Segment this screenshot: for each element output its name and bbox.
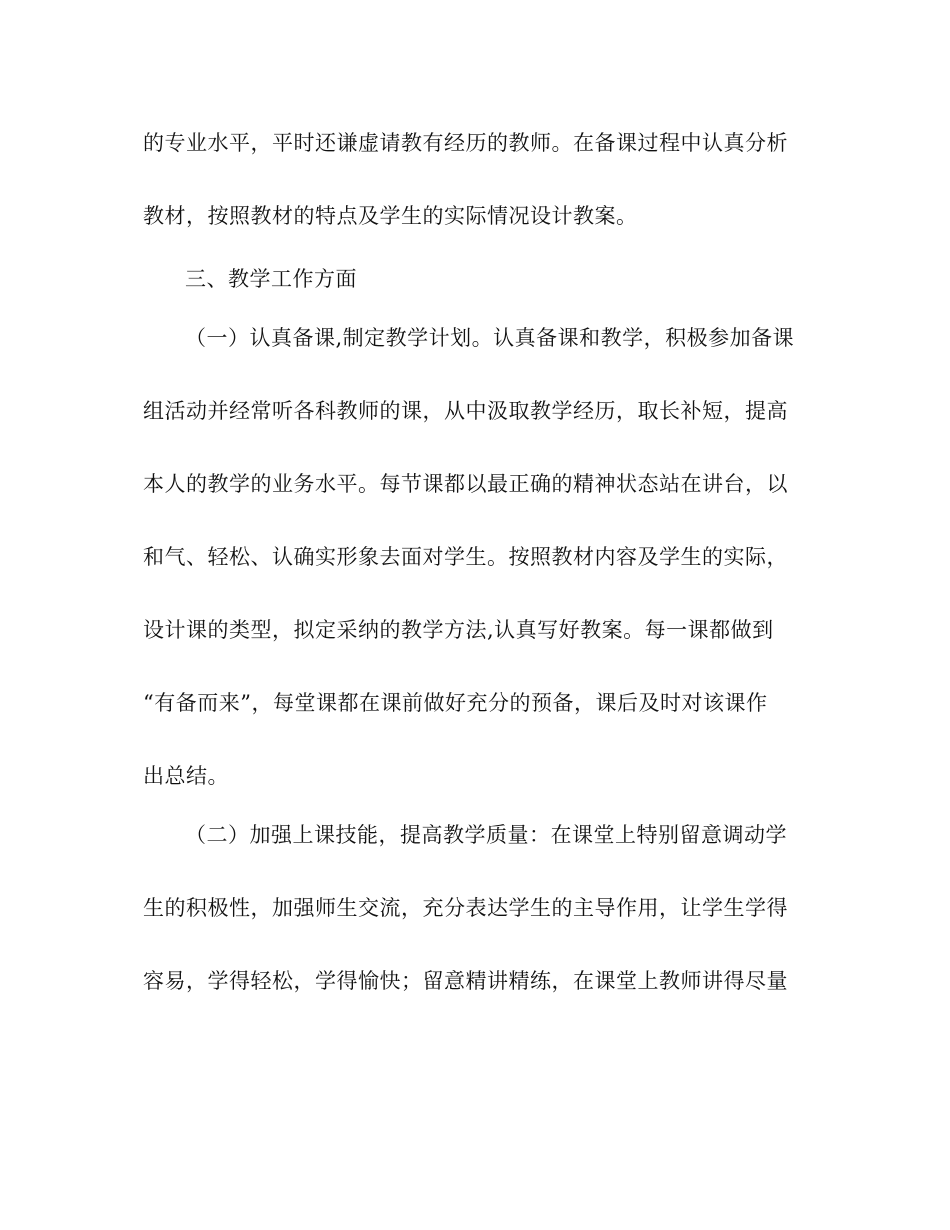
text-line-8: 设计课的类型，拟定采纳的教学方法,认真写好教案。每一课都做到 (143, 618, 774, 642)
text-line-13: 容易，学得轻松，学得愉快；留意精讲精练，在课堂上教师讲得尽量 (143, 969, 788, 993)
text-line-12: 生的积极性，加强师生交流，充分表达学生的主导作用，让学生学得 (143, 896, 788, 920)
text-line-2: 教材，按照教材的特点及学生的实际情况设计教案。 (143, 204, 638, 228)
text-line-10: 出总结。 (143, 764, 229, 788)
text-line-9: “有备而来”，每堂课都在课前做好充分的预备，课后及时对该课作 (143, 691, 768, 715)
text-line-5: 组活动并经常听各科教师的课，从中汲取教学经历，取长补短，提高 (143, 399, 788, 423)
text-line-1: 的专业水平，平时还谦虚请教有经历的教师。在备课过程中认真分析 (143, 131, 788, 155)
text-line-11: （二）加强上课技能，提高教学质量：在课堂上特别留意调动学 (185, 823, 787, 847)
section-heading-teaching-work: 三、教学工作方面 (185, 267, 357, 291)
text-line-7: 和气、轻松、认确实形象去面对学生。按照教材内容及学生的实际， (143, 545, 788, 569)
text-line-4: （一）认真备课,制定教学计划。认真备课和教学，积极参加备课 (185, 326, 795, 350)
text-line-6: 本人的教学的业务水平。每节课都以最正确的精神状态站在讲台，以 (143, 472, 788, 496)
